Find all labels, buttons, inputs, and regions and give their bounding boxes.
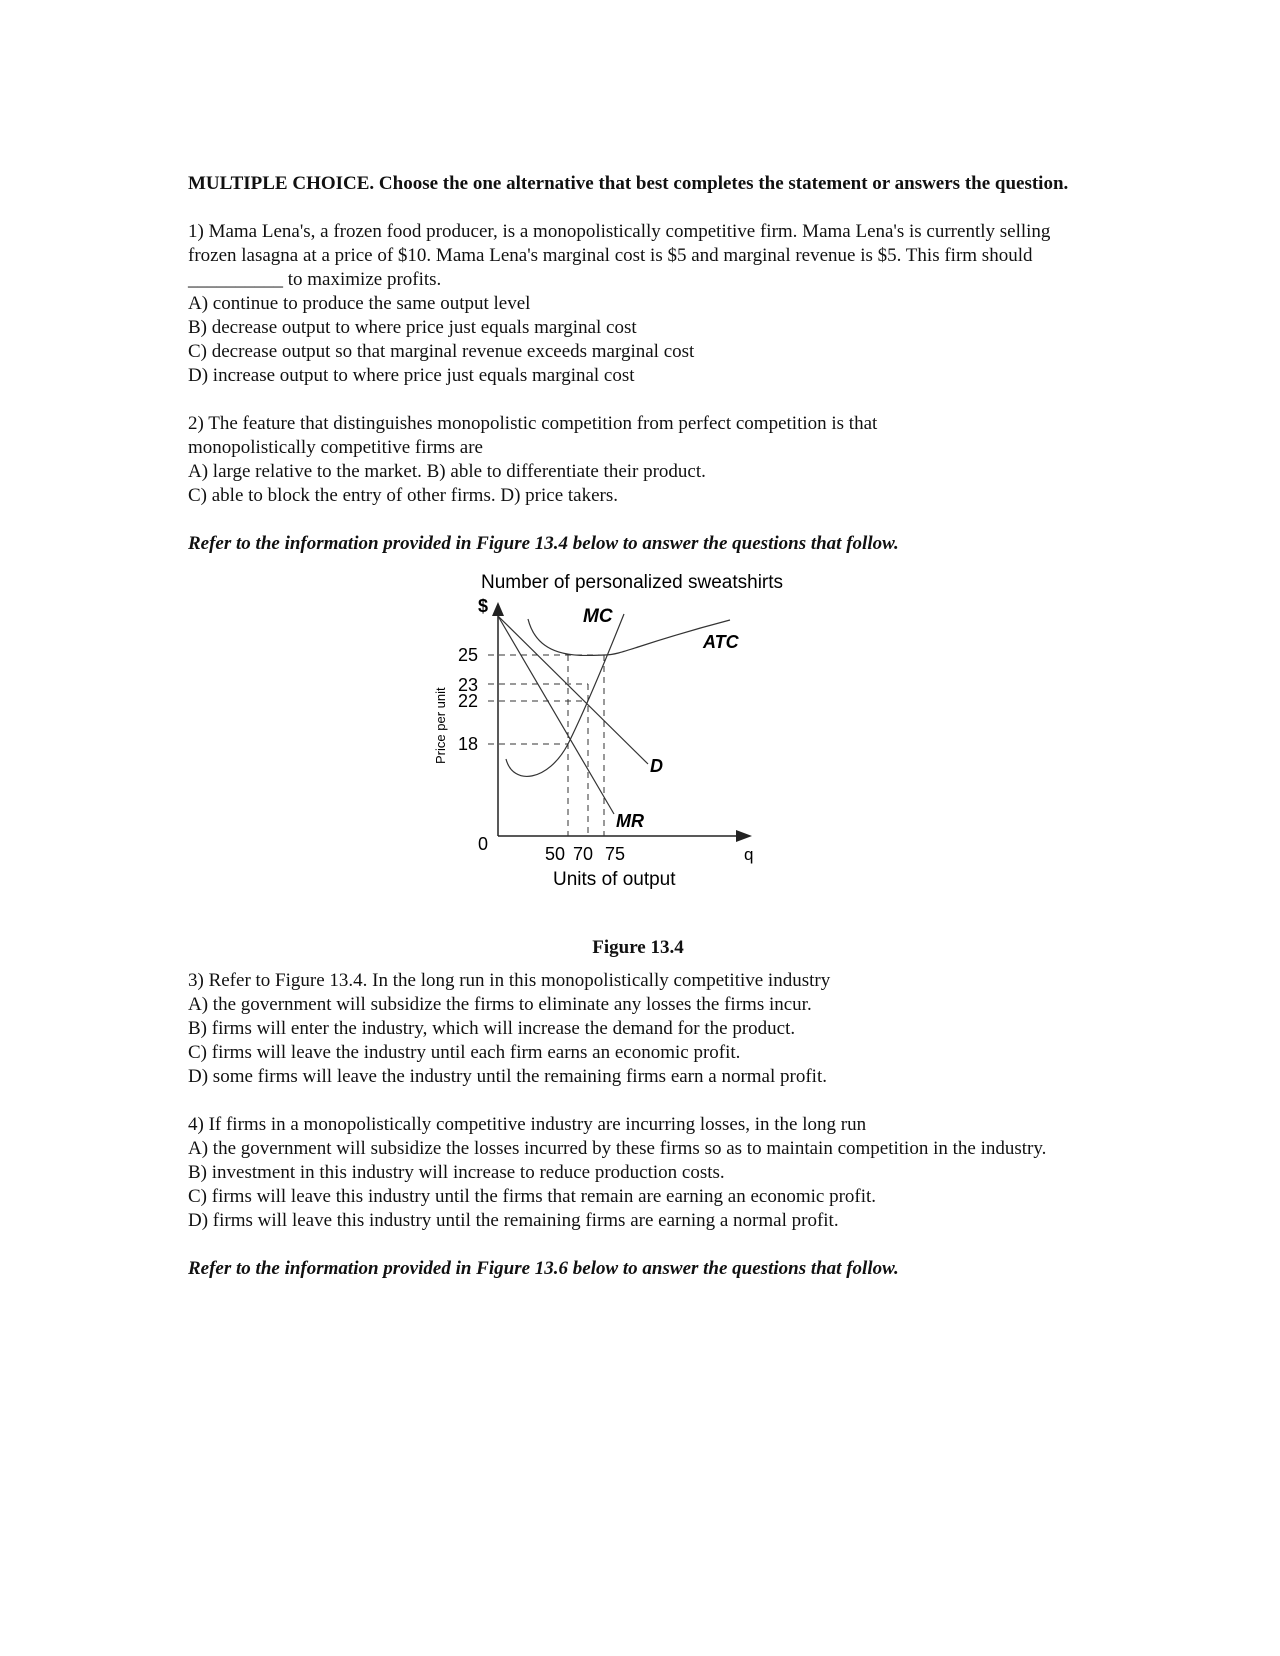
atc-label: ATC <box>703 632 739 652</box>
question-3 <box>188 969 1088 1089</box>
question-4 <box>188 1113 1088 1233</box>
average-total-cost-curve <box>528 619 730 655</box>
question-2 <box>188 412 1088 508</box>
y-axis-label: Price per unit <box>433 687 448 764</box>
question-1-option-d: D) increase output to where price just equals marginal cost <box>188 365 635 386</box>
y-axis-arrow <box>492 602 504 616</box>
x-axis-symbol: q <box>744 845 754 864</box>
question-2-options-cd: C) able to block the entry of other firms. D) price takers. <box>188 485 618 506</box>
y-axis-symbol: $ <box>478 596 489 616</box>
x-tick-75: 75 <box>605 844 626 864</box>
guide-lines <box>488 655 604 836</box>
y-tick-22: 22 <box>458 691 479 711</box>
figure-13-4-reference: Refer to the information provided in Figure 13.4 below to answer the questions that follow. <box>188 533 899 554</box>
question-3-option-d: D) some firms will leave the industry until the remaining firms earn a normal profit. <box>188 1066 827 1087</box>
question-1-stem: 1) Mama Lena's, a frozen food producer, is a monopolistically competitive firm. Mama Lena's is currently selling frozen lasagna at a price of $10. Mama Lena's marginal cost is $5 and marginal revenue is $5. This firm should __________ to maximize profits. <box>188 221 1051 290</box>
question-1 <box>188 220 1088 388</box>
question-3-option-b: B) firms will enter the industry, which will increase the demand for the product. <box>188 1018 796 1039</box>
question-3-option-a: A) the government will subsidize the firms to eliminate any losses the firms incur. <box>188 994 812 1015</box>
question-3-option-c: C) firms will leave the industry until each firm earns an economic profit. <box>188 1042 741 1063</box>
mr-label: MR <box>616 811 644 831</box>
y-tick-25: 25 <box>458 645 479 665</box>
economics-chart <box>428 564 788 909</box>
question-3-stem: 3) Refer to Figure 13.4. In the long run in this monopolistically competitive industry <box>188 970 831 991</box>
question-4-option-a: A) the government will subsidize the losses incurred by these firms so as to maintain competition in the industry. <box>188 1138 1047 1159</box>
question-2-stem: 2) The feature that distinguishes monopolistic competition from perfect competition is that monopolistically competitive firms are <box>188 413 878 458</box>
figure-caption: Figure 13.4 <box>592 937 684 958</box>
question-4-option-b: B) investment in this industry will increase to reduce production costs. <box>188 1162 725 1183</box>
question-4-option-c: C) firms will leave this industry until the firms that remain are earning an economic profit. <box>188 1186 877 1207</box>
mc-label: MC <box>583 606 613 627</box>
demand-label: D <box>650 756 663 776</box>
x-axis-arrow <box>736 830 752 842</box>
chart-title: Number of personalized sweatshirts <box>481 572 784 593</box>
question-4-stem: 4) If firms in a monopolistically competitive industry are incurring losses, in the long run <box>188 1114 867 1135</box>
question-1-option-a: A) continue to produce the same output level <box>188 293 531 314</box>
y-tick-18: 18 <box>458 734 479 754</box>
x-axis-label: Units of output <box>553 869 676 890</box>
section-header: MULTIPLE CHOICE. Choose the one alternative that best completes the statement or answers the question. <box>188 173 1069 194</box>
figure-13-6-reference: Refer to the information provided in Figure 13.6 below to answer the questions that follow. <box>188 1258 899 1279</box>
marginal-revenue-curve <box>498 616 614 814</box>
question-1-option-c: C) decrease output so that marginal revenue exceeds marginal cost <box>188 341 695 362</box>
question-4-option-d: D) firms will leave this industry until the remaining firms are earning a normal profit. <box>188 1210 839 1231</box>
document-page <box>188 172 1088 1281</box>
x-tick-70: 70 <box>573 844 594 864</box>
origin-label: 0 <box>478 834 489 854</box>
question-1-option-b: B) decrease output to where price just equals marginal cost <box>188 317 637 338</box>
figure-13-4 <box>188 564 1088 969</box>
x-tick-50: 50 <box>545 844 566 864</box>
marginal-cost-curve <box>506 614 624 776</box>
demand-curve <box>498 616 648 764</box>
y-tick-23: 23 <box>458 675 479 695</box>
question-2-options-ab: A) large relative to the market. B) able to differentiate their product. <box>188 461 706 482</box>
